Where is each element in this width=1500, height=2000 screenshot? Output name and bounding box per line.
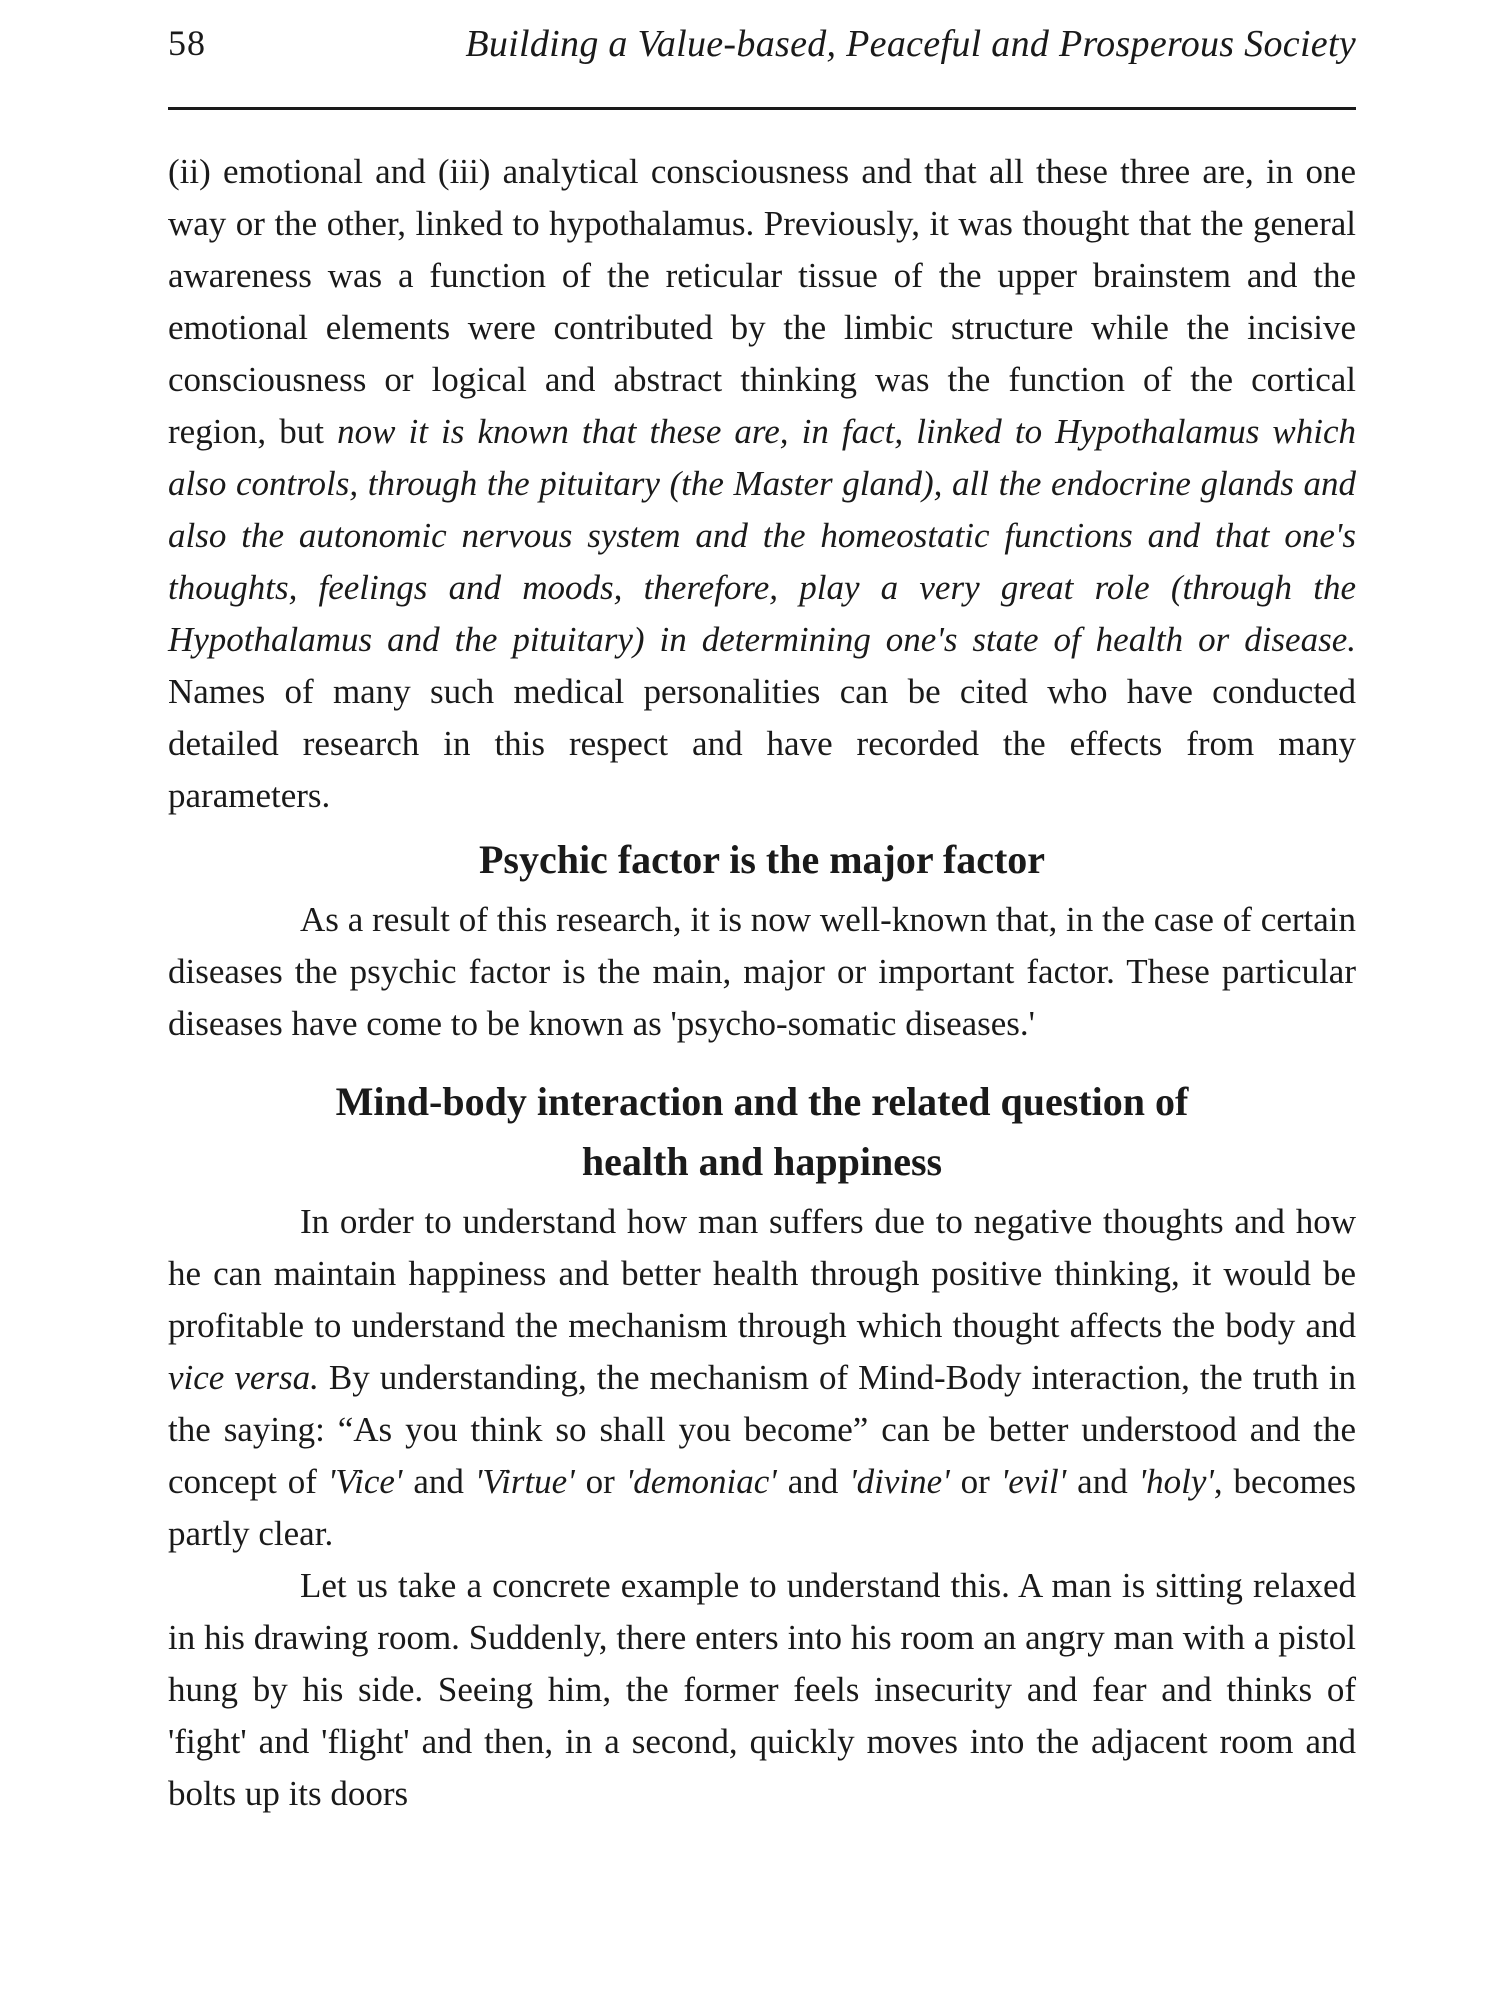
page-number: 58 xyxy=(168,23,206,63)
paragraph-text: or xyxy=(574,1462,626,1501)
heading-line: Mind-body interaction and the related question of xyxy=(335,1079,1189,1124)
section-heading-psychic-factor: Psychic factor is the major factor xyxy=(478,837,1046,882)
header-rule xyxy=(168,107,1356,110)
paragraph-concrete-example: Let us take a concrete example to understand this. A man is sitting relaxed in his drawing room. Suddenly, there enters into his room an angry man with a pistol hung by his side. Seeing him, the former feels insecurity and fear and thinks of 'fight' and 'flight' and then, in a second, quickly moves into the adjacent room and bolts up its doors xyxy=(168,1566,1356,1813)
paragraph-text: , becomes partly clear. xyxy=(168,1462,1357,1553)
emphasized-text: vice versa. xyxy=(168,1358,319,1397)
paragraph-psychic-factor: As a result of this research, it is now well-known that, in the case of certain diseases the psychic factor is the main, major or important factor. These particular diseases have come to be known as 'psycho-somatic diseases.' xyxy=(168,900,1356,1043)
body-text xyxy=(168,146,1356,1820)
paragraph-text: and xyxy=(776,1462,850,1501)
section-heading-mind-body xyxy=(168,1072,1356,1192)
emphasized-text: now it is known that these are, in fact, linked to Hypothalamus which also controls, through the pituitary (the Master gland), all the endocrine glands and also the autonomic nervous system and the homeostatic functions and that one's thoughts, feelings and moods, therefore, play a very great role (through the Hypothalamus and the pituitary) in determining one's state of health or disease. xyxy=(168,412,1356,659)
paragraph-mind-body xyxy=(168,1196,1356,1560)
paragraph-text: and xyxy=(1066,1462,1139,1501)
emphasized-text: 'demoniac' xyxy=(625,1462,777,1501)
paragraph-continued xyxy=(168,146,1356,822)
paragraph-text: or xyxy=(949,1462,1001,1501)
emphasized-text: 'Vice' xyxy=(327,1462,403,1501)
book-page xyxy=(168,0,1356,2000)
paragraph-text: In order to understand how man suffers due to negative thoughts and how he can maintain happiness and better health through positive thinking, it would be profitable to understand the mechanism through which thought affects the body and xyxy=(168,1202,1356,1345)
emphasized-text: 'holy' xyxy=(1138,1462,1214,1501)
heading-line: health and happiness xyxy=(581,1139,943,1184)
paragraph-text: and xyxy=(402,1462,475,1501)
emphasized-text: 'divine' xyxy=(849,1462,950,1501)
paragraph-text: Names of many such medical personalities can be cited who have conducted detailed research in this respect and have recorded the effects from many parameters. xyxy=(168,672,1356,815)
running-header xyxy=(168,18,1356,78)
emphasized-text: 'Virtue' xyxy=(474,1462,575,1501)
running-title: Building a Value-based, Peaceful and Prosperous Society xyxy=(465,23,1356,65)
paragraph-text: By understanding, the mechanism of Mind-Body interaction, the truth in the saying: “As you think so shall you become” can be better understood and the concept of xyxy=(168,1358,1356,1501)
emphasized-text: 'evil' xyxy=(1000,1462,1067,1501)
paragraph-text: (ii) emotional and (iii) analytical consciousness and that all these three are, in one way or the other, linked to hypothalamus. Previously, it was thought that the general awareness was a function of the reticular tissue of the upper brainstem and the emotional elements were contributed by the limbic structure while the incisive consciousness or logical and abstract thinking was the function of the cortical region, but xyxy=(168,152,1356,451)
